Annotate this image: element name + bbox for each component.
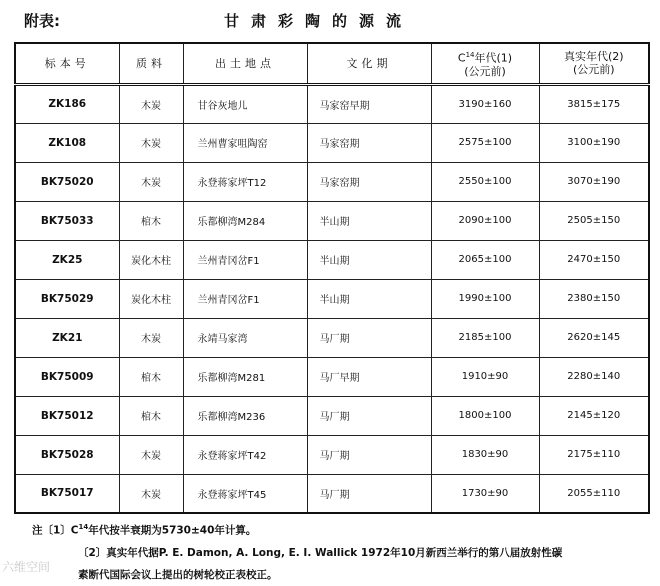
column-header-line: 真实年代(2) xyxy=(563,50,624,64)
table-cell: 2380±150 xyxy=(539,279,649,318)
table-cell: 兰州青冈岔F1 xyxy=(183,240,307,279)
table-cell: 2175±110 xyxy=(539,435,649,474)
table-cell: ZK21 xyxy=(15,318,119,357)
table-row xyxy=(15,396,649,435)
table-cell: 棺木 xyxy=(119,201,183,240)
table-cell: 永登蒋家坪T12 xyxy=(183,162,307,201)
table-cell: 乐都柳湾M236 xyxy=(183,396,307,435)
table-cell: 3100±190 xyxy=(539,123,649,162)
table-cell: 2090±100 xyxy=(431,201,539,240)
table-cell: BK75029 xyxy=(15,279,119,318)
table-cell: 2055±110 xyxy=(539,474,649,513)
table-row xyxy=(15,318,649,357)
table-body xyxy=(15,84,649,513)
table-row xyxy=(15,123,649,162)
table-cell: 木炭 xyxy=(119,162,183,201)
table-row xyxy=(15,435,649,474)
table-cell: BK75033 xyxy=(15,201,119,240)
table-cell: 2065±100 xyxy=(431,240,539,279)
column-header xyxy=(431,43,539,84)
watermark: 六维空间 xyxy=(2,560,51,574)
table-cell: 乐都柳湾M284 xyxy=(183,201,307,240)
table-header-row xyxy=(15,43,649,84)
page-header xyxy=(24,8,644,34)
table-cell: 1800±100 xyxy=(431,396,539,435)
footnote-1: 注〔1〕$C^{14}$年代按半衰期为5730±40年计算。 xyxy=(32,523,257,537)
table-cell: 马家窑期 xyxy=(307,162,431,201)
table-row xyxy=(15,162,649,201)
table-cell: 棺木 xyxy=(119,357,183,396)
table-cell: 马厂早期 xyxy=(307,357,431,396)
table-cell: 2505±150 xyxy=(539,201,649,240)
table-title: 甘肃彩陶的源流 xyxy=(224,12,414,30)
table-cell: 永登蒋家坪T45 xyxy=(183,474,307,513)
table-cell: ZK108 xyxy=(15,123,119,162)
table-cell: BK75012 xyxy=(15,396,119,435)
table-cell: 半山期 xyxy=(307,201,431,240)
table-cell: 木炭 xyxy=(119,435,183,474)
table-cell: BK75020 xyxy=(15,162,119,201)
table-cell: 兰州青冈岔F1 xyxy=(183,279,307,318)
table-cell: 永靖马家湾 xyxy=(183,318,307,357)
table-cell: BK75017 xyxy=(15,474,119,513)
table-cell: 甘谷灰地儿 xyxy=(183,84,307,123)
column-header: 标本号 xyxy=(15,43,119,84)
table-cell: 3070±190 xyxy=(539,162,649,201)
column-header xyxy=(539,43,649,84)
table-cell: BK75009 xyxy=(15,357,119,396)
table-cell: 半山期 xyxy=(307,279,431,318)
column-header-line: (公元前) xyxy=(464,64,506,78)
table-cell: 马家窑期 xyxy=(307,123,431,162)
table-cell: 木炭 xyxy=(119,318,183,357)
table-cell: 2550±100 xyxy=(431,162,539,201)
table-cell: 木炭 xyxy=(119,123,183,162)
table-cell: 1910±90 xyxy=(431,357,539,396)
table-cell: 2145±120 xyxy=(539,396,649,435)
footnotes xyxy=(32,516,652,586)
table-cell: 马厂期 xyxy=(307,435,431,474)
table-cell: 木炭 xyxy=(119,84,183,123)
table-cell: 棺木 xyxy=(119,396,183,435)
table-cell: 2620±145 xyxy=(539,318,649,357)
table-cell: 马厂期 xyxy=(307,474,431,513)
table-cell: 炭化木柱 xyxy=(119,279,183,318)
data-table xyxy=(14,42,650,514)
table-row xyxy=(15,474,649,513)
table-cell: 马厂期 xyxy=(307,318,431,357)
table-row xyxy=(15,357,649,396)
table-cell: 2470±150 xyxy=(539,240,649,279)
table-row xyxy=(15,201,649,240)
table-cell: 1730±90 xyxy=(431,474,539,513)
table-cell: 2185±100 xyxy=(431,318,539,357)
column-header: 质料 xyxy=(119,43,183,84)
table-cell: BK75028 xyxy=(15,435,119,474)
table-cell: 炭化木柱 xyxy=(119,240,183,279)
table-row xyxy=(15,279,649,318)
table-cell: 永登蒋家坪T42 xyxy=(183,435,307,474)
table-cell: 马家窑早期 xyxy=(307,84,431,123)
table-cell: ZK186 xyxy=(15,84,119,123)
table-cell: 2575±100 xyxy=(431,123,539,162)
table-cell: 兰州曹家咀陶窑 xyxy=(183,123,307,162)
table-cell: 2280±140 xyxy=(539,357,649,396)
footnote-2-line-2: 素断代国际会议上提出的树轮校正表校正。 xyxy=(78,568,278,581)
table-cell: 半山期 xyxy=(307,240,431,279)
column-header-line: (公元前) xyxy=(572,63,615,77)
table-cell: 1830±90 xyxy=(431,435,539,474)
footnote-2-line-1: 〔2〕真实年代据P. E. Damon, A. Long, E. I. Wallick 1972年10月新西兰举行的第八届放射性碳 xyxy=(78,546,563,559)
table-cell: 3815±175 xyxy=(539,84,649,123)
table-cell: 木炭 xyxy=(119,474,183,513)
table-cell: 乐都柳湾M281 xyxy=(183,357,307,396)
column-header: 文化期 xyxy=(307,43,431,84)
table-row xyxy=(15,240,649,279)
table-cell: 马厂期 xyxy=(307,396,431,435)
appendix-label: 附表: xyxy=(24,12,60,30)
column-header: 出土地点 xyxy=(183,43,307,84)
table-cell: 1990±100 xyxy=(431,279,539,318)
table-row xyxy=(15,84,649,123)
table-cell: 3190±160 xyxy=(431,84,539,123)
table-cell: ZK25 xyxy=(15,240,119,279)
column-header-line: $C^{14}$年代(1) xyxy=(457,50,513,65)
